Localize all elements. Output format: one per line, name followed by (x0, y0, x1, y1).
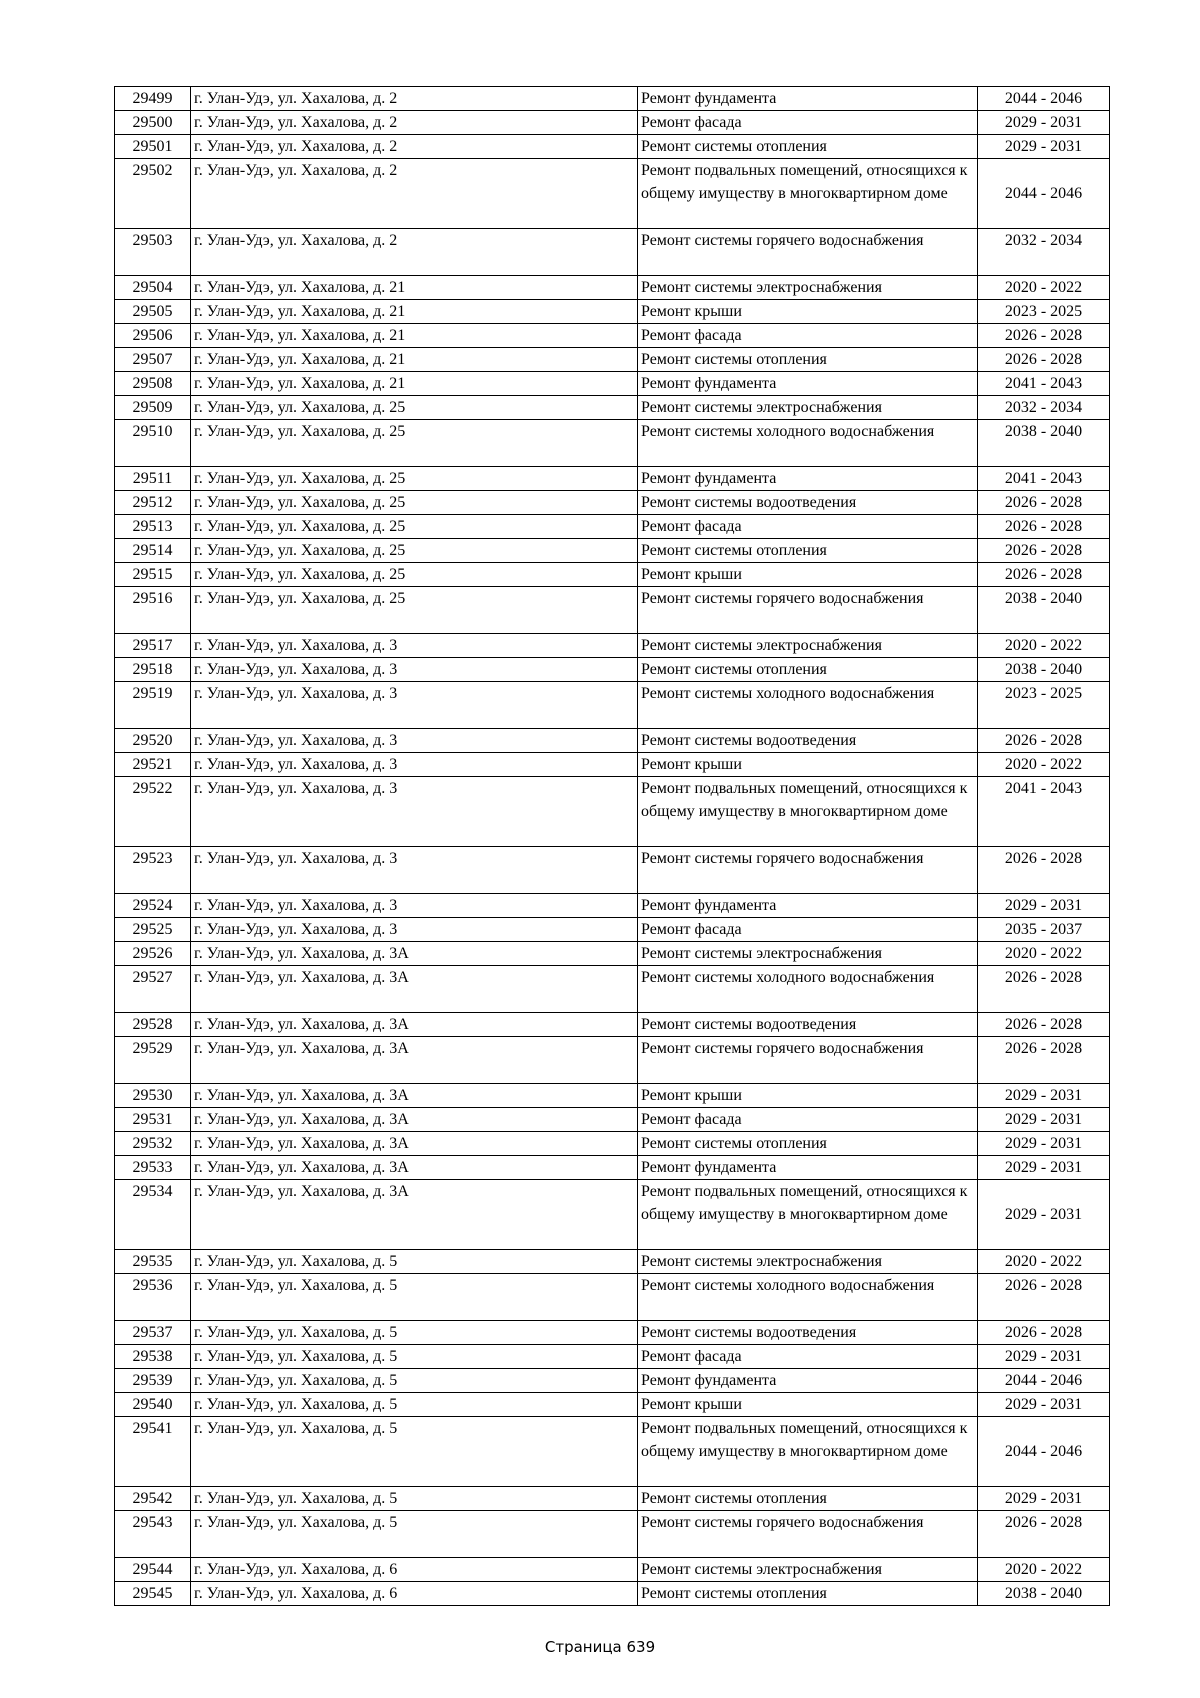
work-type-cell: Ремонт крыши (638, 300, 978, 324)
address-cell: г. Улан-Удэ, ул. Хахалова, д. 3А (191, 1156, 638, 1180)
work-type-cell: Ремонт фасада (638, 1345, 978, 1369)
table-row (115, 1582, 1110, 1606)
period-cell: 2026 - 2028 (978, 348, 1110, 372)
period-cell: 2029 - 2031 (978, 1180, 1110, 1250)
row-number-cell: 29529 (115, 1037, 191, 1084)
table-row (115, 729, 1110, 753)
row-number-cell: 29525 (115, 918, 191, 942)
period-cell: 2026 - 2028 (978, 515, 1110, 539)
row-number-cell: 29528 (115, 1013, 191, 1037)
row-number-cell: 29506 (115, 324, 191, 348)
work-type-cell: Ремонт системы отопления (638, 539, 978, 563)
period-cell: 2026 - 2028 (978, 1321, 1110, 1345)
table-row (115, 1345, 1110, 1369)
address-cell: г. Улан-Удэ, ул. Хахалова, д. 3А (191, 1180, 638, 1250)
row-number-cell: 29537 (115, 1321, 191, 1345)
table-row (115, 1156, 1110, 1180)
work-type-cell: Ремонт системы электроснабжения (638, 942, 978, 966)
work-type-cell: Ремонт крыши (638, 1393, 978, 1417)
work-type-cell: Ремонт фасада (638, 111, 978, 135)
row-number-cell: 29527 (115, 966, 191, 1013)
period-cell: 2032 - 2034 (978, 229, 1110, 276)
table-row (115, 467, 1110, 491)
table-row (115, 847, 1110, 894)
row-number-cell: 29541 (115, 1417, 191, 1487)
table-row (115, 491, 1110, 515)
table-row (115, 87, 1110, 111)
period-cell: 2029 - 2031 (978, 111, 1110, 135)
row-number-cell: 29516 (115, 587, 191, 634)
row-number-cell: 29507 (115, 348, 191, 372)
row-number-cell: 29522 (115, 777, 191, 847)
period-cell: 2026 - 2028 (978, 1037, 1110, 1084)
address-cell: г. Улан-Удэ, ул. Хахалова, д. 25 (191, 396, 638, 420)
period-cell: 2041 - 2043 (978, 372, 1110, 396)
table-row (115, 111, 1110, 135)
row-number-cell: 29526 (115, 942, 191, 966)
period-cell: 2029 - 2031 (978, 1487, 1110, 1511)
table-row (115, 753, 1110, 777)
row-number-cell: 29505 (115, 300, 191, 324)
period-cell: 2041 - 2043 (978, 777, 1110, 847)
address-cell: г. Улан-Удэ, ул. Хахалова, д. 25 (191, 587, 638, 634)
table-row (115, 1108, 1110, 1132)
work-type-cell: Ремонт системы отопления (638, 135, 978, 159)
table-row (115, 1321, 1110, 1345)
page-number: Страница 639 (544, 1638, 656, 1656)
table-row (115, 658, 1110, 682)
work-type-cell: Ремонт системы горячего водоснабжения (638, 587, 978, 634)
work-type-cell: Ремонт фундамента (638, 87, 978, 111)
row-number-cell: 29535 (115, 1250, 191, 1274)
period-cell: 2044 - 2046 (978, 1369, 1110, 1393)
table-row (115, 229, 1110, 276)
work-type-cell: Ремонт системы отопления (638, 1487, 978, 1511)
address-cell: г. Улан-Удэ, ул. Хахалова, д. 5 (191, 1511, 638, 1558)
address-cell: г. Улан-Удэ, ул. Хахалова, д. 25 (191, 515, 638, 539)
period-cell: 2026 - 2028 (978, 324, 1110, 348)
row-number-cell: 29534 (115, 1180, 191, 1250)
table-row (115, 276, 1110, 300)
row-number-cell: 29519 (115, 682, 191, 729)
address-cell: г. Улан-Удэ, ул. Хахалова, д. 25 (191, 563, 638, 587)
period-cell: 2026 - 2028 (978, 847, 1110, 894)
period-cell: 2026 - 2028 (978, 539, 1110, 563)
row-number-cell: 29512 (115, 491, 191, 515)
table-row (115, 1369, 1110, 1393)
period-cell: 2026 - 2028 (978, 1274, 1110, 1321)
period-cell: 2029 - 2031 (978, 1132, 1110, 1156)
table-row (115, 1274, 1110, 1321)
address-cell: г. Улан-Удэ, ул. Хахалова, д. 3А (191, 1013, 638, 1037)
work-type-cell: Ремонт системы электроснабжения (638, 1250, 978, 1274)
row-number-cell: 29540 (115, 1393, 191, 1417)
period-cell: 2038 - 2040 (978, 587, 1110, 634)
row-number-cell: 29542 (115, 1487, 191, 1511)
work-type-cell: Ремонт фундамента (638, 894, 978, 918)
work-type-cell: Ремонт подвальных помещений, относящихся к общему имуществу в многоквартирном доме (638, 777, 978, 847)
period-cell: 2026 - 2028 (978, 966, 1110, 1013)
period-cell: 2044 - 2046 (978, 159, 1110, 229)
row-number-cell: 29518 (115, 658, 191, 682)
period-cell: 2038 - 2040 (978, 658, 1110, 682)
work-type-cell: Ремонт системы отопления (638, 1132, 978, 1156)
period-cell: 2044 - 2046 (978, 87, 1110, 111)
period-cell: 2020 - 2022 (978, 1558, 1110, 1582)
address-cell: г. Улан-Удэ, ул. Хахалова, д. 6 (191, 1558, 638, 1582)
period-cell: 2029 - 2031 (978, 1393, 1110, 1417)
address-cell: г. Улан-Удэ, ул. Хахалова, д. 3 (191, 658, 638, 682)
work-type-cell: Ремонт системы отопления (638, 348, 978, 372)
table-row (115, 1417, 1110, 1487)
period-cell: 2035 - 2037 (978, 918, 1110, 942)
address-cell: г. Улан-Удэ, ул. Хахалова, д. 25 (191, 491, 638, 515)
row-number-cell: 29521 (115, 753, 191, 777)
table-row (115, 372, 1110, 396)
row-number-cell: 29536 (115, 1274, 191, 1321)
table-row (115, 539, 1110, 563)
address-cell: г. Улан-Удэ, ул. Хахалова, д. 21 (191, 276, 638, 300)
work-type-cell: Ремонт фундамента (638, 372, 978, 396)
address-cell: г. Улан-Удэ, ул. Хахалова, д. 5 (191, 1417, 638, 1487)
work-type-cell: Ремонт системы водоотведения (638, 729, 978, 753)
work-type-cell: Ремонт крыши (638, 753, 978, 777)
period-cell: 2023 - 2025 (978, 300, 1110, 324)
work-type-cell: Ремонт системы холодного водоснабжения (638, 1274, 978, 1321)
table-row (115, 348, 1110, 372)
table-body (115, 87, 1110, 1606)
row-number-cell: 29532 (115, 1132, 191, 1156)
row-number-cell: 29510 (115, 420, 191, 467)
address-cell: г. Улан-Удэ, ул. Хахалова, д. 3 (191, 729, 638, 753)
work-type-cell: Ремонт фасада (638, 515, 978, 539)
work-type-cell: Ремонт системы горячего водоснабжения (638, 229, 978, 276)
table-row (115, 1558, 1110, 1582)
period-cell: 2026 - 2028 (978, 1013, 1110, 1037)
period-cell: 2041 - 2043 (978, 467, 1110, 491)
work-type-cell: Ремонт крыши (638, 563, 978, 587)
table-row (115, 159, 1110, 229)
work-type-cell: Ремонт системы холодного водоснабжения (638, 682, 978, 729)
period-cell: 2020 - 2022 (978, 276, 1110, 300)
address-cell: г. Улан-Удэ, ул. Хахалова, д. 3А (191, 1108, 638, 1132)
address-cell: г. Улан-Удэ, ул. Хахалова, д. 3А (191, 1037, 638, 1084)
work-type-cell: Ремонт подвальных помещений, относящихся к общему имуществу в многоквартирном доме (638, 159, 978, 229)
work-type-cell: Ремонт подвальных помещений, относящихся к общему имуществу в многоквартирном доме (638, 1180, 978, 1250)
work-type-cell: Ремонт системы холодного водоснабжения (638, 966, 978, 1013)
period-cell: 2029 - 2031 (978, 1108, 1110, 1132)
address-cell: г. Улан-Удэ, ул. Хахалова, д. 5 (191, 1250, 638, 1274)
table-row (115, 420, 1110, 467)
table-row (115, 1511, 1110, 1558)
period-cell: 2026 - 2028 (978, 1511, 1110, 1558)
address-cell: г. Улан-Удэ, ул. Хахалова, д. 6 (191, 1582, 638, 1606)
period-cell: 2029 - 2031 (978, 1084, 1110, 1108)
address-cell: г. Улан-Удэ, ул. Хахалова, д. 3 (191, 918, 638, 942)
period-cell: 2020 - 2022 (978, 942, 1110, 966)
table-row (115, 942, 1110, 966)
period-cell: 2026 - 2028 (978, 563, 1110, 587)
row-number-cell: 29511 (115, 467, 191, 491)
work-type-cell: Ремонт системы водоотведения (638, 1013, 978, 1037)
period-cell: 2044 - 2046 (978, 1417, 1110, 1487)
address-cell: г. Улан-Удэ, ул. Хахалова, д. 5 (191, 1369, 638, 1393)
address-cell: г. Улан-Удэ, ул. Хахалова, д. 25 (191, 420, 638, 467)
address-cell: г. Улан-Удэ, ул. Хахалова, д. 3А (191, 966, 638, 1013)
address-cell: г. Улан-Удэ, ул. Хахалова, д. 5 (191, 1321, 638, 1345)
work-type-cell: Ремонт системы горячего водоснабжения (638, 1037, 978, 1084)
table-row (115, 1013, 1110, 1037)
address-cell: г. Улан-Удэ, ул. Хахалова, д. 2 (191, 135, 638, 159)
work-type-cell: Ремонт системы электроснабжения (638, 276, 978, 300)
row-number-cell: 29531 (115, 1108, 191, 1132)
address-cell: г. Улан-Удэ, ул. Хахалова, д. 21 (191, 324, 638, 348)
address-cell: г. Улан-Удэ, ул. Хахалова, д. 3А (191, 942, 638, 966)
row-number-cell: 29523 (115, 847, 191, 894)
row-number-cell: 29543 (115, 1511, 191, 1558)
address-cell: г. Улан-Удэ, ул. Хахалова, д. 3А (191, 1084, 638, 1108)
period-cell: 2038 - 2040 (978, 420, 1110, 467)
period-cell: 2023 - 2025 (978, 682, 1110, 729)
period-cell: 2029 - 2031 (978, 1345, 1110, 1369)
row-number-cell: 29538 (115, 1345, 191, 1369)
work-type-cell: Ремонт фасада (638, 1108, 978, 1132)
address-cell: г. Улан-Удэ, ул. Хахалова, д. 2 (191, 87, 638, 111)
table-row (115, 563, 1110, 587)
address-cell: г. Улан-Удэ, ул. Хахалова, д. 5 (191, 1393, 638, 1417)
table-row (115, 966, 1110, 1013)
work-type-cell: Ремонт фундамента (638, 1156, 978, 1180)
table-row (115, 1084, 1110, 1108)
work-type-cell: Ремонт системы горячего водоснабжения (638, 1511, 978, 1558)
period-cell: 2032 - 2034 (978, 396, 1110, 420)
address-cell: г. Улан-Удэ, ул. Хахалова, д. 5 (191, 1274, 638, 1321)
work-type-cell: Ремонт фундамента (638, 1369, 978, 1393)
repair-schedule-table (114, 86, 1110, 1606)
address-cell: г. Улан-Удэ, ул. Хахалова, д. 21 (191, 372, 638, 396)
table-row (115, 918, 1110, 942)
address-cell: г. Улан-Удэ, ул. Хахалова, д. 3А (191, 1132, 638, 1156)
work-type-cell: Ремонт крыши (638, 1084, 978, 1108)
period-cell: 2020 - 2022 (978, 1250, 1110, 1274)
row-number-cell: 29514 (115, 539, 191, 563)
address-cell: г. Улан-Удэ, ул. Хахалова, д. 25 (191, 467, 638, 491)
row-number-cell: 29504 (115, 276, 191, 300)
table-row (115, 1487, 1110, 1511)
address-cell: г. Улан-Удэ, ул. Хахалова, д. 21 (191, 300, 638, 324)
row-number-cell: 29500 (115, 111, 191, 135)
row-number-cell: 29544 (115, 1558, 191, 1582)
row-number-cell: 29533 (115, 1156, 191, 1180)
table-row (115, 682, 1110, 729)
address-cell: г. Улан-Удэ, ул. Хахалова, д. 5 (191, 1487, 638, 1511)
table-row (115, 515, 1110, 539)
period-cell: 2020 - 2022 (978, 753, 1110, 777)
table-row (115, 396, 1110, 420)
table-row (115, 1393, 1110, 1417)
table-row (115, 1132, 1110, 1156)
work-type-cell: Ремонт системы отопления (638, 658, 978, 682)
work-type-cell: Ремонт фундамента (638, 467, 978, 491)
row-number-cell: 29517 (115, 634, 191, 658)
address-cell: г. Улан-Удэ, ул. Хахалова, д. 2 (191, 159, 638, 229)
address-cell: г. Улан-Удэ, ул. Хахалова, д. 3 (191, 634, 638, 658)
work-type-cell: Ремонт системы холодного водоснабжения (638, 420, 978, 467)
address-cell: г. Улан-Удэ, ул. Хахалова, д. 25 (191, 539, 638, 563)
row-number-cell: 29515 (115, 563, 191, 587)
table-row (115, 135, 1110, 159)
table-row (115, 1250, 1110, 1274)
period-cell: 2026 - 2028 (978, 729, 1110, 753)
row-number-cell: 29524 (115, 894, 191, 918)
work-type-cell: Ремонт системы электроснабжения (638, 1558, 978, 1582)
row-number-cell: 29520 (115, 729, 191, 753)
address-cell: г. Улан-Удэ, ул. Хахалова, д. 2 (191, 229, 638, 276)
table-row (115, 324, 1110, 348)
row-number-cell: 29503 (115, 229, 191, 276)
table-row (115, 894, 1110, 918)
table-row (115, 634, 1110, 658)
table-row (115, 1180, 1110, 1250)
table-row (115, 777, 1110, 847)
table-row (115, 300, 1110, 324)
period-cell: 2026 - 2028 (978, 491, 1110, 515)
row-number-cell: 29539 (115, 1369, 191, 1393)
address-cell: г. Улан-Удэ, ул. Хахалова, д. 3 (191, 777, 638, 847)
work-type-cell: Ремонт системы отопления (638, 1582, 978, 1606)
row-number-cell: 29508 (115, 372, 191, 396)
address-cell: г. Улан-Удэ, ул. Хахалова, д. 3 (191, 753, 638, 777)
row-number-cell: 29501 (115, 135, 191, 159)
work-type-cell: Ремонт подвальных помещений, относящихся к общему имуществу в многоквартирном доме (638, 1417, 978, 1487)
table-row (115, 587, 1110, 634)
row-number-cell: 29509 (115, 396, 191, 420)
row-number-cell: 29499 (115, 87, 191, 111)
address-cell: г. Улан-Удэ, ул. Хахалова, д. 2 (191, 111, 638, 135)
address-cell: г. Улан-Удэ, ул. Хахалова, д. 21 (191, 348, 638, 372)
work-type-cell: Ремонт системы электроснабжения (638, 396, 978, 420)
period-cell: 2029 - 2031 (978, 894, 1110, 918)
address-cell: г. Улан-Удэ, ул. Хахалова, д. 3 (191, 682, 638, 729)
period-cell: 2038 - 2040 (978, 1582, 1110, 1606)
table-row (115, 1037, 1110, 1084)
address-cell: г. Улан-Удэ, ул. Хахалова, д. 3 (191, 894, 638, 918)
row-number-cell: 29513 (115, 515, 191, 539)
period-cell: 2029 - 2031 (978, 1156, 1110, 1180)
work-type-cell: Ремонт фасада (638, 918, 978, 942)
work-type-cell: Ремонт системы горячего водоснабжения (638, 847, 978, 894)
work-type-cell: Ремонт системы электроснабжения (638, 634, 978, 658)
work-type-cell: Ремонт фасада (638, 324, 978, 348)
work-type-cell: Ремонт системы водоотведения (638, 1321, 978, 1345)
work-type-cell: Ремонт системы водоотведения (638, 491, 978, 515)
row-number-cell: 29502 (115, 159, 191, 229)
period-cell: 2029 - 2031 (978, 135, 1110, 159)
address-cell: г. Улан-Удэ, ул. Хахалова, д. 3 (191, 847, 638, 894)
row-number-cell: 29530 (115, 1084, 191, 1108)
row-number-cell: 29545 (115, 1582, 191, 1606)
period-cell: 2020 - 2022 (978, 634, 1110, 658)
address-cell: г. Улан-Удэ, ул. Хахалова, д. 5 (191, 1345, 638, 1369)
